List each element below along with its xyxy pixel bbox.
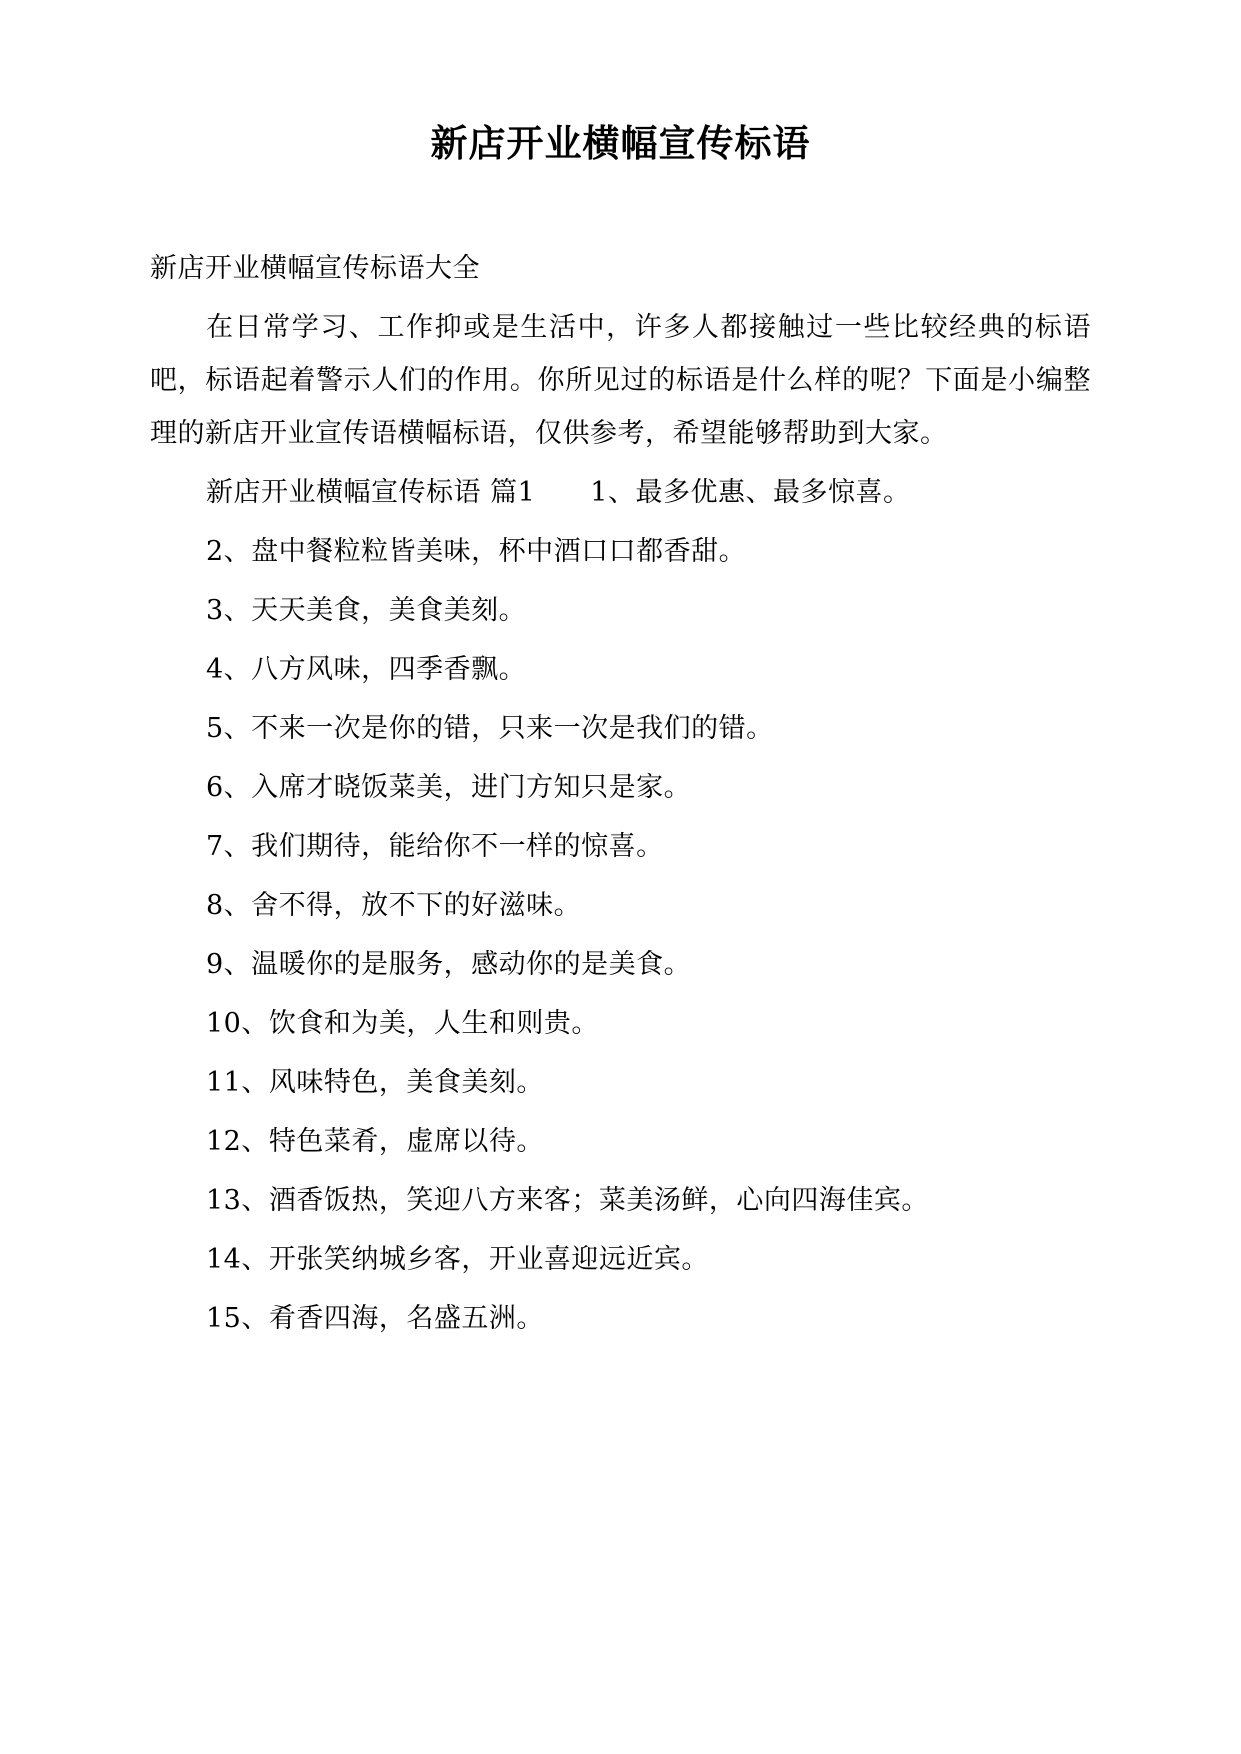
list-item: 12、特色菜肴，虚席以待。 [206, 1125, 544, 1157]
list-item: 7、我们期待，能给你不一样的惊喜。 [206, 830, 664, 862]
list-item: 8、舍不得，放不下的好滋味。 [206, 889, 582, 921]
list-item: 2、盘中餐粒粒皆美味，杯中酒口口都香甜。 [206, 535, 747, 567]
list-item: 15、肴香四海，名盛五洲。 [206, 1302, 544, 1334]
list-item: 4、八方风味，四季香飘。 [206, 653, 527, 685]
list-item: 5、不来一次是你的错，只来一次是我们的错。 [206, 712, 774, 744]
list-item: 9、温暖你的是服务，感动你的是美食。 [206, 948, 692, 980]
list-item: 10、饮食和为美，人生和则贵。 [206, 1007, 599, 1039]
list-item: 13、酒香饭热，笑迎八方来客；菜美汤鲜，心向四海佳宾。 [206, 1184, 929, 1216]
document-subtitle: 新店开业横幅宣传标语大全 [150, 252, 480, 284]
list-item: 6、入席才晓饭菜美，进门方知只是家。 [206, 771, 692, 803]
list-item: 11、风味特色，美食美刻。 [206, 1066, 544, 1098]
list-item: 3、天天美食，美食美刻。 [206, 594, 527, 626]
section-lead-paragraph: 新店开业横幅宣传标语 篇1 1、最多优惠、最多惊喜。 [206, 476, 911, 508]
document-intro-paragraph: 在日常学习、工作抑或是生活中，许多人都接触过一些比较经典的标语吧，标语起着警示人们的作用。你所见过的标语是什么样的呢？下面是小编整理的新店开业宣传语横幅标语，仅供参考，希望能够帮助到大家。 [150, 311, 1091, 449]
page-title: 新店开业横幅宣传标语 [430, 122, 811, 165]
list-item: 14、开张笑纳城乡客，开业喜迎远近宾。 [206, 1243, 709, 1275]
